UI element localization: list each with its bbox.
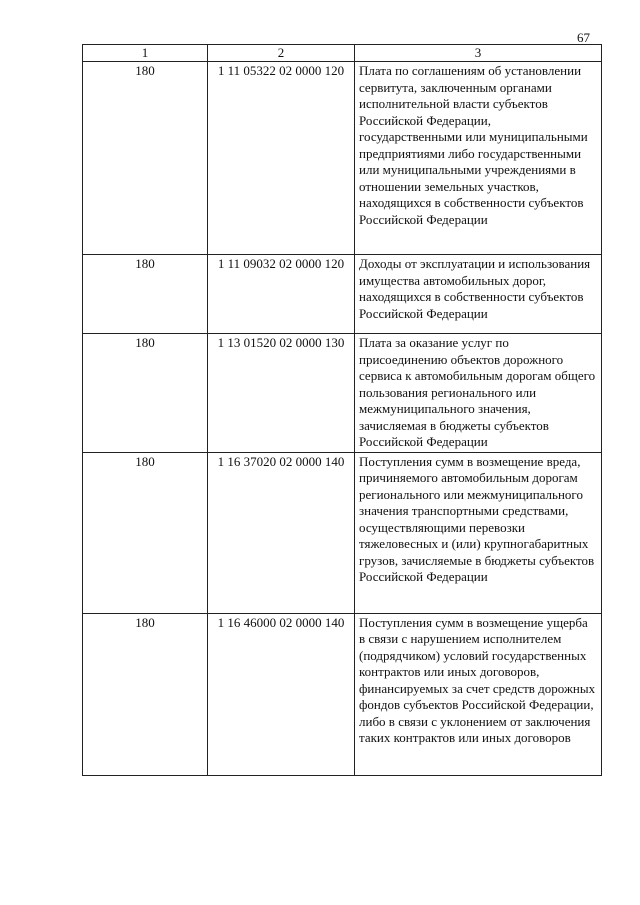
income-name-cell: Поступления сумм в возмещение вреда, причиняемого автомобильным дорогам регионального или межмуниципального значения транспортными средствами, осуществляющими перевозки тяжеловесных и (или) крупногабаритных грузов, зачисляемые в бюджеты субъектов Российской Федерации bbox=[355, 452, 602, 613]
income-name-cell: Плата за оказание услуг по присоединению объектов дорожного сервиса к автомобильным дорогам общего пользования регионального или межмуниципального значения, зачисляемая в бюджеты субъектов Российской Федерации bbox=[355, 334, 602, 453]
admin-code-cell: 180 bbox=[83, 62, 208, 255]
budget-code-cell: 1 16 46000 02 0000 140 bbox=[208, 613, 355, 775]
header-row bbox=[83, 45, 602, 62]
table-header bbox=[83, 45, 602, 62]
admin-code-cell: 180 bbox=[83, 452, 208, 613]
budget-code-cell: 1 11 09032 02 0000 120 bbox=[208, 255, 355, 334]
income-name-cell: Доходы от эксплуатации и использования имущества автомобильных дорог, находящихся в собственности субъектов Российской Федерации bbox=[355, 255, 602, 334]
income-name-cell: Поступления сумм в возмещение ущерба в связи с нарушением исполнителем (подрядчиком) условий государственных контрактов или иных договоров, финансируемых за счет средств дорожных фондов субъектов Российской Федерации, либо в связи с уклонением от заключения таких контрактов или иных договоров bbox=[355, 613, 602, 775]
revenue-codes-table bbox=[82, 44, 602, 776]
table-row bbox=[83, 334, 602, 453]
header-col-3: 3 bbox=[355, 45, 602, 62]
budget-code-cell: 1 11 05322 02 0000 120 bbox=[208, 62, 355, 255]
header-col-2: 2 bbox=[208, 45, 355, 62]
budget-code-cell: 1 13 01520 02 0000 130 bbox=[208, 334, 355, 453]
table-row bbox=[83, 613, 602, 775]
budget-code-cell: 1 16 37020 02 0000 140 bbox=[208, 452, 355, 613]
table-body bbox=[83, 62, 602, 776]
table-row bbox=[83, 452, 602, 613]
income-name-cell: Плата по соглашениям об установлении сервитута, заключенным органами исполнительной власти субъектов Российской Федерации, государственными или муниципальными предприятиями либо государственными или муниципальными учреждениями в отношении земельных участков, находящихся в собственности субъектов Российской Федерации bbox=[355, 62, 602, 255]
table-row bbox=[83, 62, 602, 255]
page-number: 67 bbox=[577, 30, 590, 45]
header-col-1: 1 bbox=[83, 45, 208, 62]
admin-code-cell: 180 bbox=[83, 255, 208, 334]
admin-code-cell: 180 bbox=[83, 613, 208, 775]
table-row bbox=[83, 255, 602, 334]
admin-code-cell: 180 bbox=[83, 334, 208, 453]
